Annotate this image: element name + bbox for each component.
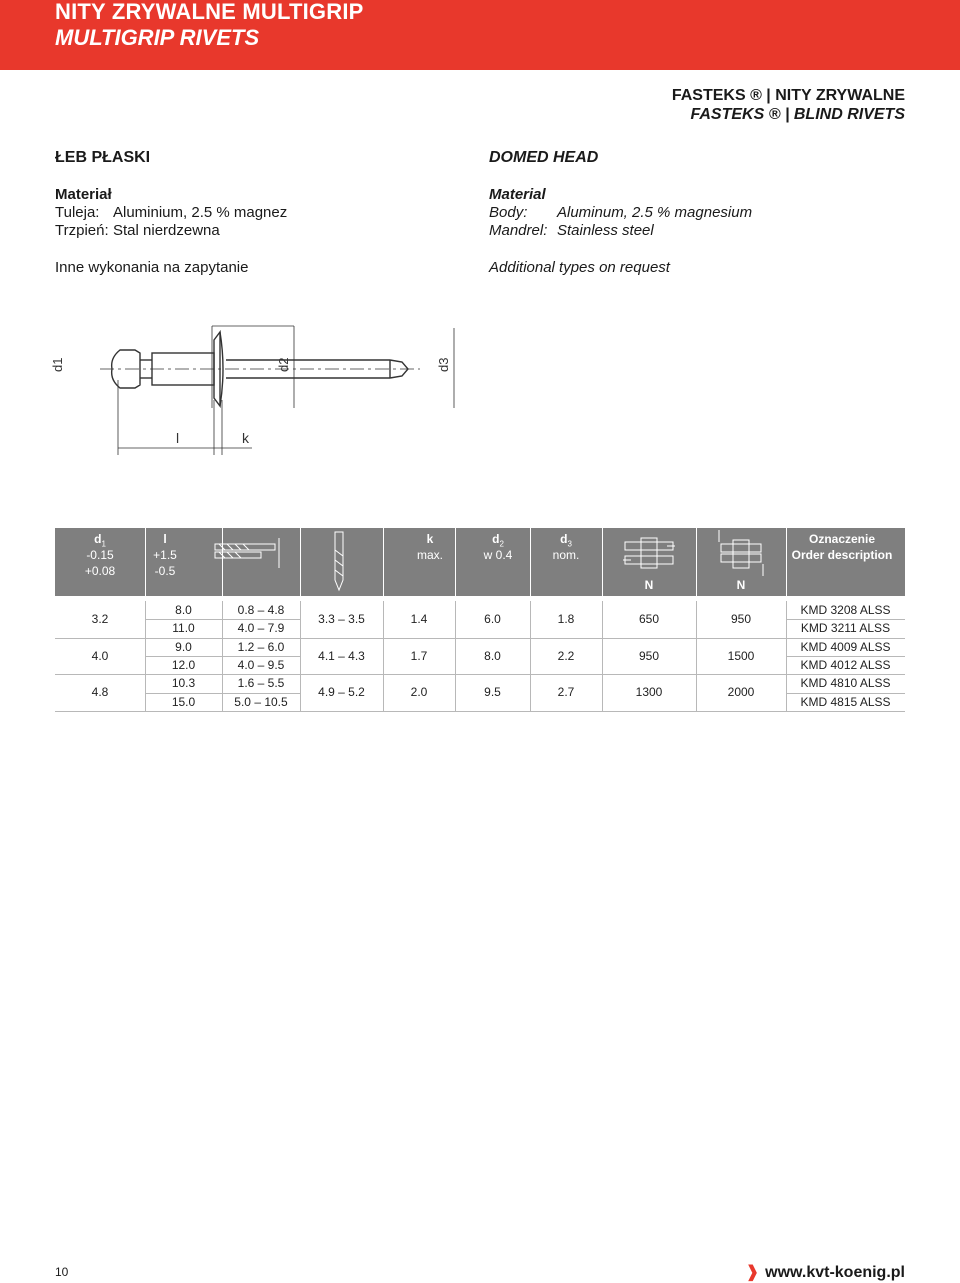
col-l: l bbox=[163, 532, 167, 546]
table-cell-l: 12.0 bbox=[171, 657, 196, 672]
footer-url-text: www.kvt-koenig.pl bbox=[765, 1264, 905, 1281]
hdr-sep bbox=[530, 528, 531, 596]
table-cell-d3: 1.8 bbox=[557, 612, 575, 626]
tensile-force-icon bbox=[713, 530, 769, 576]
page-title-pl: NITY ZRYWALNE MULTIGRIP bbox=[55, 0, 364, 24]
header-band bbox=[0, 0, 960, 70]
label-d3: d3 bbox=[436, 357, 451, 372]
table-cell-l: 11.0 bbox=[172, 621, 195, 636]
col-l-tol2: -0.5 bbox=[154, 564, 176, 578]
col-desc-pl: Oznaczenie bbox=[808, 532, 876, 546]
note-en: Additional types on request bbox=[489, 259, 670, 276]
table-col-divider bbox=[786, 601, 787, 711]
section-title-pl: ŁEB PŁASKI bbox=[55, 149, 151, 166]
col-d2: $d_2$ bbox=[492, 532, 504, 549]
table-cell-code: KMD 4012 ALSS bbox=[800, 657, 891, 672]
table-cell-grip: 1.6 – 5.5 bbox=[237, 676, 285, 691]
section-title-en: DOMED HEAD bbox=[489, 149, 599, 166]
page-number: 10 bbox=[55, 1265, 69, 1279]
table-cell-grip: 5.0 – 10.5 bbox=[234, 694, 288, 709]
hdr-sep bbox=[696, 528, 697, 596]
col-d1-tol1: -0.15 bbox=[86, 548, 114, 562]
shear-force-icon bbox=[621, 534, 677, 574]
table-cell-l: 9.0 bbox=[175, 639, 192, 654]
body-label-pl: Tuleja: bbox=[55, 204, 100, 221]
table-cell-shear: 650 bbox=[638, 612, 660, 626]
col-d1: $d_1$ bbox=[94, 532, 106, 549]
col-tensile-unit: N bbox=[736, 578, 746, 592]
hdr-sep bbox=[300, 528, 301, 596]
table-cell-d1: 3.2 bbox=[91, 612, 109, 626]
col-d2-tol: w 0.4 bbox=[483, 548, 513, 562]
table-cell-grip: 4.0 – 7.9 bbox=[237, 621, 285, 636]
label-d1: d1 bbox=[50, 357, 65, 372]
table-cell-l: 15.0 bbox=[171, 694, 196, 709]
table-cell-d2: 9.5 bbox=[484, 685, 501, 700]
table-cell-k: 1.7 bbox=[410, 648, 428, 663]
table-cell-drill: 4.1 – 4.3 bbox=[318, 648, 365, 663]
rivet-drawing bbox=[40, 320, 480, 460]
mandrel-value-pl: Stal nierdzewna bbox=[113, 222, 220, 239]
chevron-right-icon: ❱ bbox=[745, 1264, 760, 1281]
table-cell-tensile: 950 bbox=[730, 612, 752, 626]
table-cell-grip: 4.0 – 9.5 bbox=[237, 657, 285, 672]
table-cell-d3: 2.7 bbox=[557, 685, 575, 700]
mandrel-label-en: Mandrel: bbox=[489, 222, 548, 239]
col-k-sub: max. bbox=[416, 548, 443, 562]
brand-line-pl: FASTEKS ® | NITY ZRYWALNE bbox=[671, 87, 905, 104]
col-desc-en: Order description bbox=[791, 548, 893, 562]
table-cell-code: KMD 3208 ALSS bbox=[800, 603, 891, 617]
page-title-en: MULTIGRIP RIVETS bbox=[55, 25, 260, 50]
table-col-divider bbox=[530, 601, 531, 711]
mandrel-label-pl: Trzpień: bbox=[55, 222, 109, 239]
table-cell-code: KMD 4810 ALSS bbox=[800, 676, 891, 691]
table-cell-d1: 4.8 bbox=[91, 685, 109, 700]
table-cell-shear: 1300 bbox=[635, 685, 663, 700]
hdr-sep bbox=[786, 528, 787, 596]
table-cell-code: KMD 4815 ALSS bbox=[800, 694, 891, 709]
table-cell-code: KMD 4009 ALSS bbox=[800, 639, 891, 654]
col-d3-tol: nom. bbox=[552, 548, 580, 562]
label-l: l bbox=[176, 430, 180, 446]
table-header bbox=[55, 528, 905, 596]
label-d2: d2 bbox=[276, 357, 291, 372]
hdr-sep bbox=[602, 528, 603, 596]
col-d1-tol2: +0.08 bbox=[84, 564, 116, 578]
hdr-sep bbox=[145, 528, 146, 596]
mandrel-value-en: Stainless steel bbox=[557, 222, 654, 239]
brand-line-en: FASTEKS ® | BLIND RIVETS bbox=[690, 106, 905, 123]
table-cell-drill: 3.3 – 3.5 bbox=[318, 612, 365, 626]
table-col-divider bbox=[300, 601, 301, 711]
label-k: k bbox=[242, 430, 249, 446]
table-cell-k: 2.0 bbox=[410, 685, 428, 700]
body-value-pl: Aluminium, 2.5 % magnez bbox=[113, 204, 288, 221]
table-cell-l: 10.3 bbox=[171, 676, 196, 691]
table-col-divider bbox=[455, 601, 456, 711]
hdr-sep bbox=[383, 528, 384, 596]
table-cell-k: 1.4 bbox=[410, 612, 428, 626]
table-col-divider bbox=[222, 601, 223, 711]
table-cell-code: KMD 3211 ALSS bbox=[800, 621, 891, 636]
col-k: k bbox=[426, 532, 434, 546]
table-cell-grip: 0.8 – 4.8 bbox=[237, 603, 285, 617]
note-pl: Inne wykonania na zapytanie bbox=[55, 259, 249, 276]
table-col-divider bbox=[696, 601, 697, 711]
table-cell-tensile: 2000 bbox=[727, 685, 755, 700]
table-cell-drill: 4.9 – 5.2 bbox=[318, 685, 365, 700]
table-cell-grip: 1.2 – 6.0 bbox=[237, 639, 285, 654]
table-cell-tensile: 1500 bbox=[727, 648, 755, 663]
table-cell-d2: 6.0 bbox=[484, 612, 501, 626]
hdr-sep bbox=[455, 528, 456, 596]
table-cell-d1: 4.0 bbox=[91, 648, 109, 663]
col-shear-unit: N bbox=[644, 578, 654, 592]
table-cell-d2: 8.0 bbox=[484, 648, 501, 663]
hdr-sep bbox=[222, 528, 223, 596]
col-l-tol1: +1.5 bbox=[153, 548, 177, 562]
table-row-divider bbox=[55, 711, 905, 712]
grip-range-icon bbox=[207, 538, 287, 574]
table-col-divider bbox=[602, 601, 603, 711]
body-label-en: Body: bbox=[489, 204, 528, 221]
table-col-divider bbox=[145, 601, 146, 711]
table-col-divider bbox=[383, 601, 384, 711]
drill-icon bbox=[325, 530, 355, 594]
material-label-pl: Materiał bbox=[55, 186, 112, 203]
body-value-en: Aluminum, 2.5 % magnesium bbox=[557, 204, 753, 221]
material-label-en: Material bbox=[489, 186, 546, 203]
footer-url[interactable] bbox=[746, 1262, 905, 1282]
table-cell-l: 8.0 bbox=[175, 603, 192, 617]
col-d3: $d_3$ bbox=[560, 532, 572, 549]
table-cell-shear: 950 bbox=[638, 648, 660, 663]
table-cell-d3: 2.2 bbox=[557, 648, 575, 663]
